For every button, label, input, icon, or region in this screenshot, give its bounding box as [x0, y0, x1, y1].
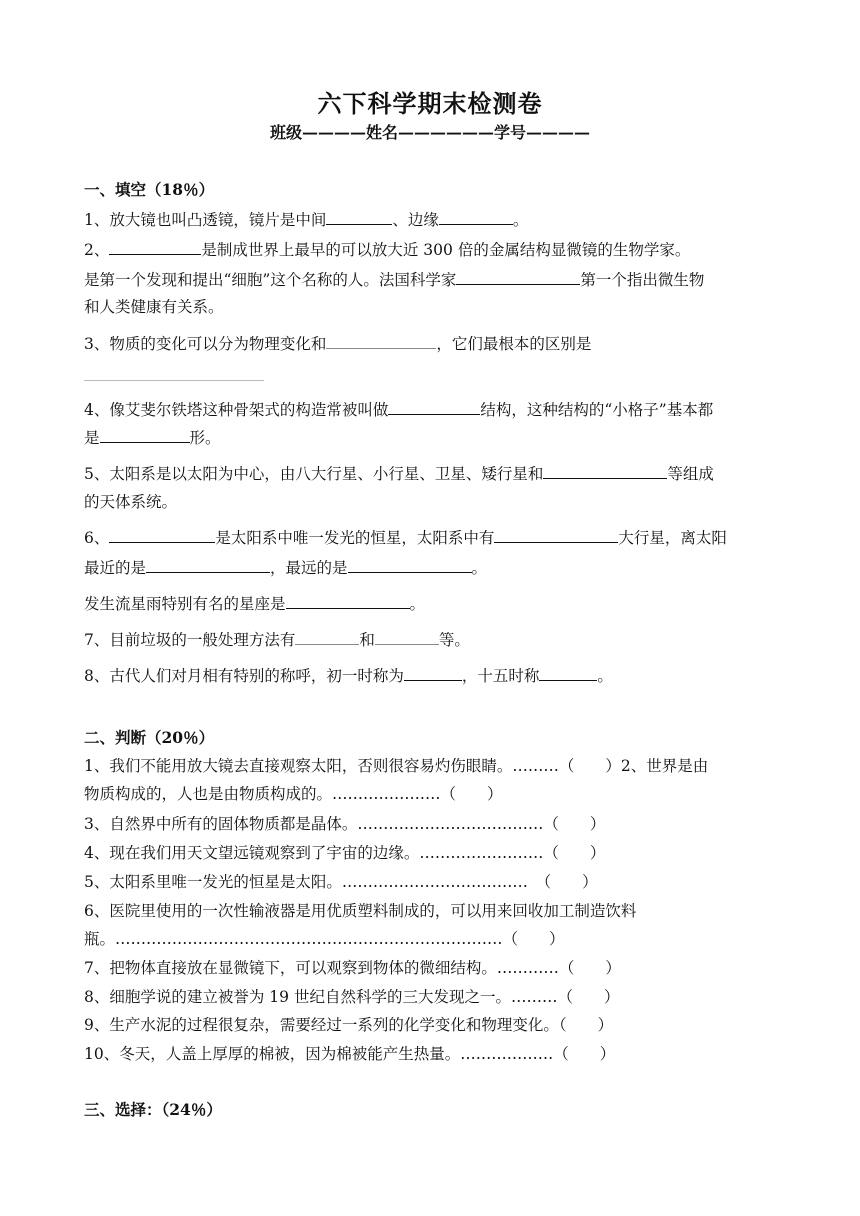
judge-line-9: 8、细胞学说的建立被誉为 19 世纪自然科学的三大发现之一。………（ ）	[84, 988, 620, 1006]
page-title: 六下科学期末检测卷	[317, 89, 543, 118]
question-7: 7、目前垃圾的一般处理方法有 和 等。	[84, 631, 470, 649]
question-8: 8、古代人们对月相有特别的称呼，初一时称为 ，十五时称 。	[84, 667, 613, 685]
answer-blank[interactable]	[326, 334, 436, 349]
section-fill-blank-header: 一、填空（18％）	[84, 180, 215, 199]
question-6-line-1: 6、 是太阳系中唯一发光的恒星，太阳系中有 大行星，离太阳	[84, 529, 727, 547]
answer-blank[interactable]	[375, 630, 439, 645]
answer-blank[interactable]	[286, 594, 410, 609]
question-5-line-2: 的天体系统。	[84, 493, 178, 511]
answer-blank[interactable]	[100, 428, 190, 443]
answer-blank[interactable]	[404, 666, 462, 681]
section-true-false-header: 二、判断（20％）	[84, 728, 215, 747]
answer-blank[interactable]	[326, 210, 392, 225]
judge-line-4: 4、现在我们用天文望远镜观察到了宇宙的边缘。……………………（ ）	[84, 844, 606, 862]
judge-line-7: 瓶。…………………………………………………………………（ ）	[84, 930, 565, 948]
student-info-line: 班级————姓名——————学号————	[269, 123, 590, 142]
answer-blank[interactable]	[109, 528, 215, 543]
question-4-line-2: 是 形。	[84, 429, 221, 447]
question-6-line-2: 最近的是 ，最远的是 。	[84, 559, 488, 577]
answer-blank[interactable]	[439, 210, 513, 225]
question-2-line-2: 是第一个发现和提出“细胞”这个名称的人。法国科学家 第一个指出微生物	[84, 271, 705, 289]
question-5-line-1: 5、太阳系是以太阳为中心，由八大行星、小行星、卫星、矮行星和 等组成	[84, 465, 714, 483]
answer-blank[interactable]	[146, 558, 270, 573]
answer-long-blank[interactable]	[84, 380, 264, 381]
judge-line-3: 3、自然界中所有的固体物质都是晶体。………………………………（ ）	[84, 815, 606, 833]
judge-line-6: 6、医院里使用的一次性输液器是用优质塑料制成的，可以用来回收加工制造饮料	[84, 902, 637, 920]
question-1: 1、放大镜也叫凸透镜，镜片是中间 、边缘 。	[84, 211, 529, 229]
judge-line-2: 物质构成的，人也是由物质构成的。…………………（ ）	[84, 785, 503, 803]
answer-blank[interactable]	[348, 558, 472, 573]
judge-line-1: 1、我们不能用放大镜去直接观察太阳，否则很容易灼伤眼睛。………（ ）2、世界是由	[84, 757, 709, 775]
answer-blank[interactable]	[109, 240, 201, 255]
judge-line-10: 9、生产水泥的过程很复杂，需要经过一系列的化学变化和物理变化。（ ）	[84, 1016, 614, 1034]
question-2-line-3: 和人类健康有关系。	[84, 298, 224, 316]
answer-blank[interactable]	[295, 630, 359, 645]
answer-blank[interactable]	[539, 666, 597, 681]
judge-line-11: 10、冬天，人盖上厚厚的棉被，因为棉被能产生热量。………………（ ）	[84, 1045, 616, 1063]
question-2-line-1: 2、 是制成世界上最早的可以放大近 300 倍的金属结构显微镜的生物学家。	[84, 241, 691, 259]
question-6-line-3: 发生流星雨特别有名的星座是 。	[84, 595, 426, 613]
question-4-line-1: 4、像艾斐尔铁塔这种骨架式的构造常被叫做 结构，这种结构的“小格子”基本都	[84, 401, 714, 419]
section-choice-header: 三、选择：（24％）	[84, 1100, 222, 1119]
judge-line-8: 7、把物体直接放在显微镜下，可以观察到物体的微细结构。…………（ ）	[84, 959, 621, 977]
answer-blank[interactable]	[456, 270, 580, 285]
answer-blank[interactable]	[494, 528, 618, 543]
answer-blank[interactable]	[388, 400, 480, 415]
answer-blank[interactable]	[543, 464, 667, 479]
question-3: 3、物质的变化可以分为物理变化和 ，它们最根本的区别是	[84, 335, 592, 353]
judge-line-5: 5、太阳系里唯一发光的恒星是太阳。……………………………… （ ）	[84, 873, 598, 891]
